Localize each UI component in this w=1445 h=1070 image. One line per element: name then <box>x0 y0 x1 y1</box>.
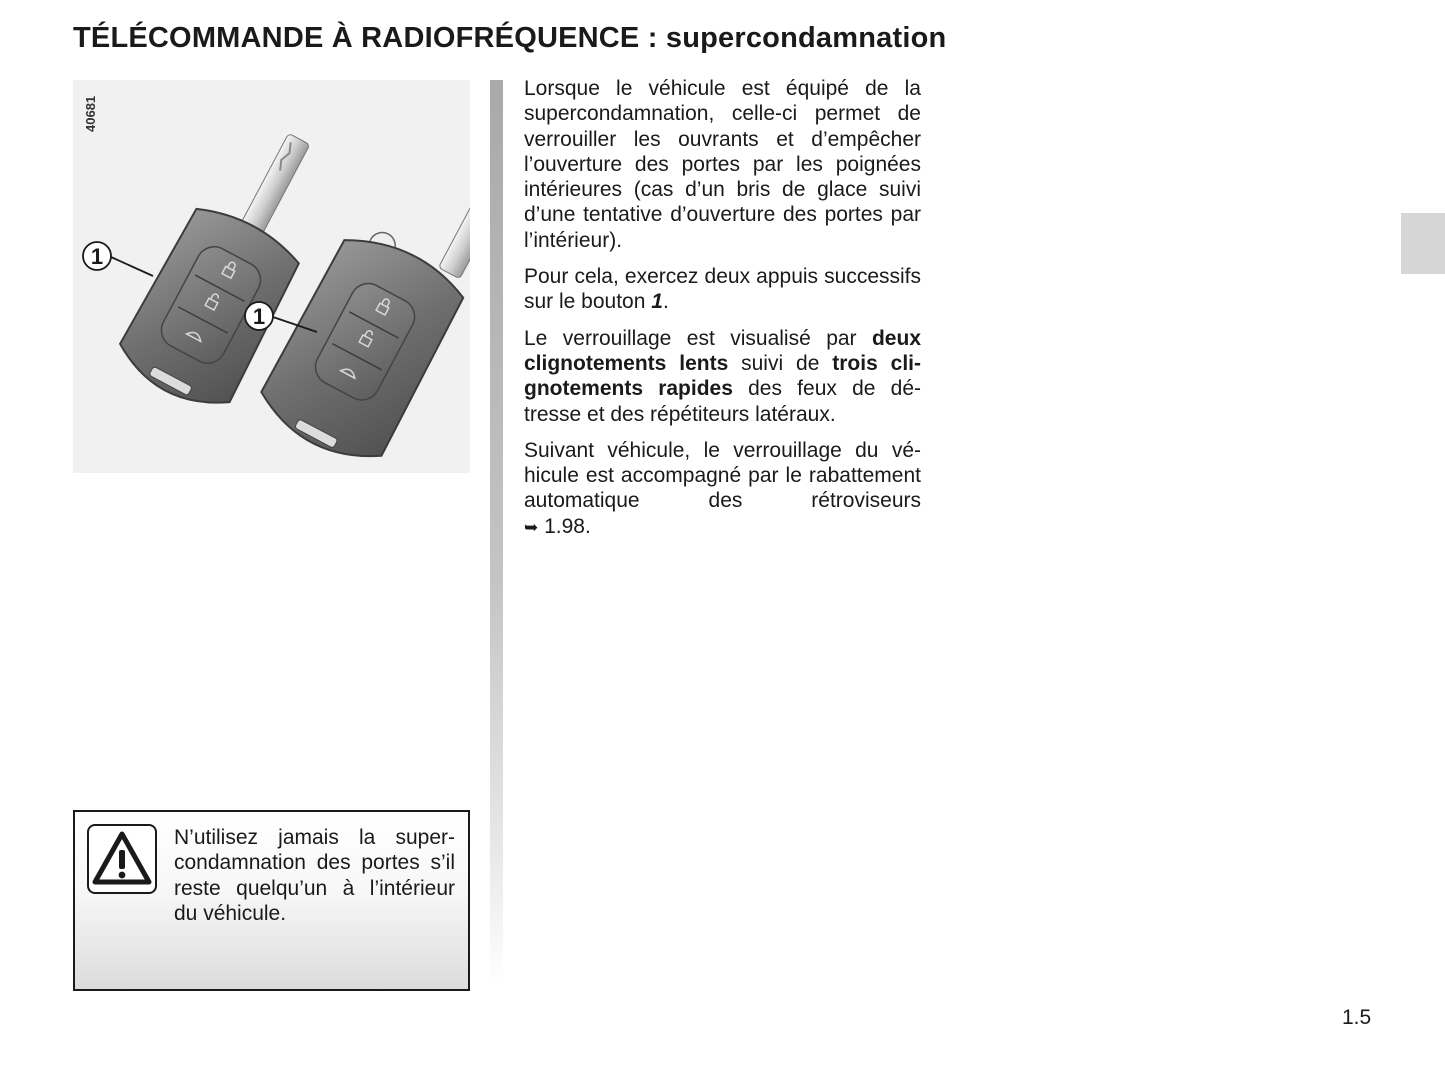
warning-box <box>73 810 470 991</box>
column-divider <box>490 80 503 985</box>
warning-text: N’utilisez jamais la supercondamnation des portes s’il reste quelqu’un à l’intérieur du véhicule. <box>174 826 455 925</box>
title-main: TÉLÉCOMMANDE À RADIOFRÉQUENCE : <box>73 22 658 54</box>
page-title <box>73 22 946 55</box>
figure-reference-number: 40681 <box>83 95 98 132</box>
callout-number: 1 <box>90 244 104 269</box>
paragraph-4-text: Suivant véhicule, le verrouillage du véhicule est accompagné par le rabattement automatique des rétroviseurs <box>524 438 921 513</box>
paragraph-1: Lorsque le véhicule est équipé de la supercondamnation, celle-ci permet de verrouiller les ouvrants et d’empêcher l’ouverture des portes par les poignées intérieures (cas d’un bris de glace suivi d’une tentative d’ouverture des portes par l’intérieur). <box>524 77 921 252</box>
body-text <box>524 76 921 552</box>
callout-1-left <box>83 242 153 276</box>
paragraph-3-text-a: Le verrouillage est visualisé par <box>524 326 872 350</box>
key-illustration <box>73 80 470 473</box>
chapter-tab <box>1401 213 1445 274</box>
callout-number: 1 <box>252 304 266 329</box>
paragraph-3-bold-b: trois clignotements rapides <box>524 351 921 401</box>
paragraph-3-bold-a: deux clignotements lents <box>524 326 921 375</box>
paragraph-4 <box>524 438 921 514</box>
page-reference-link[interactable]: 1.98. <box>538 514 591 538</box>
button-reference: 1 <box>651 290 663 314</box>
arrow-right-icon: ➥ <box>524 517 539 538</box>
page-reference <box>524 514 921 541</box>
key-illustration-svg <box>73 80 470 473</box>
paragraph-2-end: . <box>662 290 669 314</box>
paragraph-2 <box>524 264 921 315</box>
warning-triangle-svg <box>89 826 155 892</box>
paragraph-2-text: Pour cela, exercez deux appuis successifs sur le bouton <box>524 265 921 314</box>
warning-triangle-icon <box>87 824 157 894</box>
paragraph-3-text-c: des feux de détresse et des répétiteurs latéraux. <box>524 377 922 426</box>
title-sub: supercondamnation <box>665 22 947 54</box>
page-number: 1.5 <box>1342 1006 1372 1029</box>
paragraph-3 <box>524 326 921 427</box>
paragraph-3-text-b: suivi de <box>728 351 833 375</box>
